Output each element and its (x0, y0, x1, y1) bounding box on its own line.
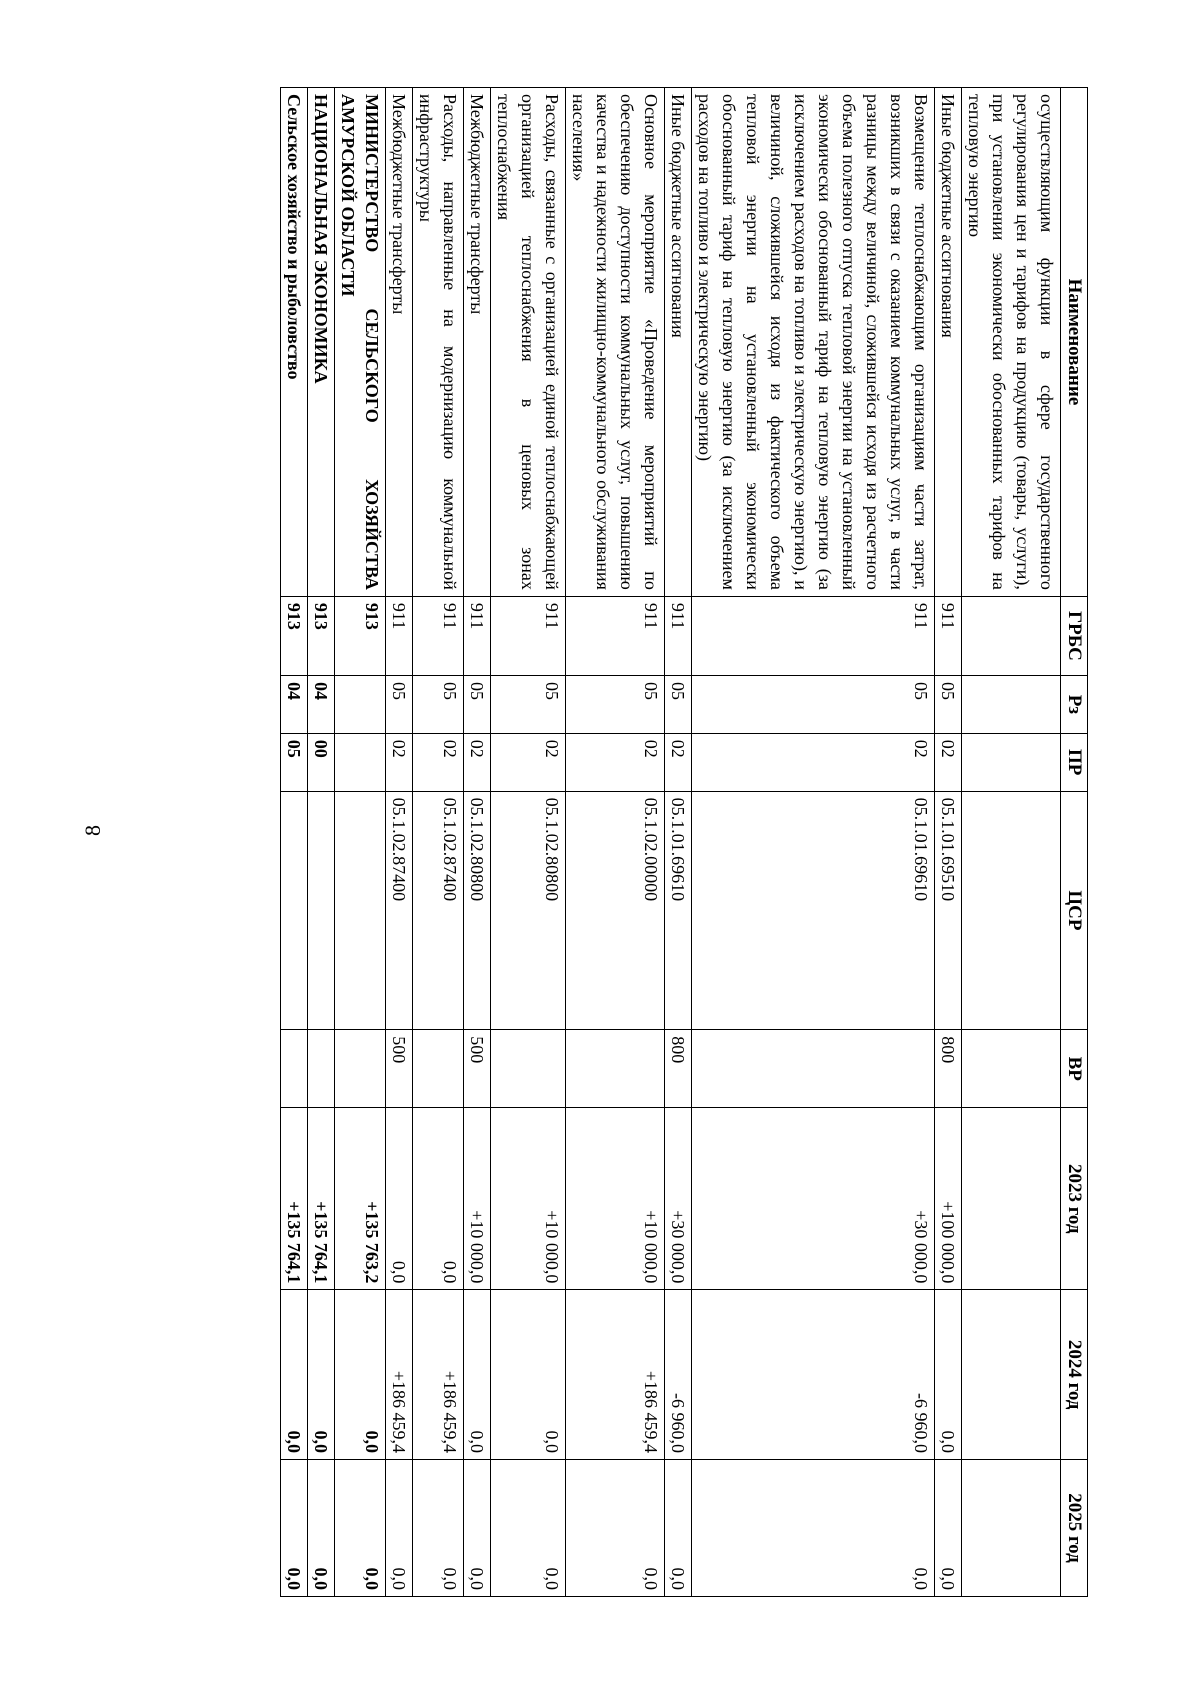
cell-2023: 0,0 (386, 1108, 413, 1290)
cell-pr: 00 (308, 733, 335, 791)
cell-rz: 05 (665, 676, 692, 734)
page-number: 8 (80, 825, 105, 836)
cell-2025: 0,0 (935, 1459, 962, 1596)
cell-pr (335, 733, 386, 791)
budget-table-sheet (183, 87, 1088, 1597)
cell-rz: 05 (386, 676, 413, 734)
header-vr: ВР (1061, 1030, 1088, 1108)
cell-vr (335, 1030, 386, 1108)
cell-2024 (962, 1290, 1061, 1460)
cell-vr (281, 1030, 308, 1108)
table-row (413, 88, 464, 1597)
cell-rz: 04 (308, 676, 335, 734)
cell-grbs: 911 (491, 596, 566, 675)
cell-2023: +135 764,1 (281, 1108, 308, 1290)
cell-grbs: 913 (335, 596, 386, 675)
table-row (962, 88, 1061, 1597)
table-row (491, 88, 566, 1597)
cell-grbs (962, 596, 1061, 675)
cell-csr: 05.1.01.69510 (935, 791, 962, 1030)
cell-csr: 05.1.01.69610 (692, 791, 935, 1030)
cell-rz: 04 (281, 676, 308, 734)
cell-2023: +135 763,2 (335, 1108, 386, 1290)
table-body (281, 88, 1061, 1597)
cell-csr: 05.1.01.69610 (665, 791, 692, 1030)
table-row (692, 88, 935, 1597)
cell-rz: 05 (935, 676, 962, 734)
cell-2024: +186 459,4 (566, 1290, 665, 1460)
cell-vr (491, 1030, 566, 1108)
cell-2025: 0,0 (413, 1459, 464, 1596)
cell-vr: 800 (935, 1030, 962, 1108)
cell-name: Межбюджетные трансферты (464, 88, 491, 597)
header-2025: 2025 год (1061, 1459, 1088, 1596)
cell-2023: +10 000,0 (491, 1108, 566, 1290)
cell-name: Основное мероприятие «Проведение мероприятий по обеспечению доступности коммунальных услуг, повышению качества и надежности жилищно-коммунального обслуживания населения» (566, 88, 665, 597)
cell-pr: 02 (491, 733, 566, 791)
cell-pr: 05 (281, 733, 308, 791)
cell-pr: 02 (935, 733, 962, 791)
cell-vr: 500 (464, 1030, 491, 1108)
cell-rz: 05 (464, 676, 491, 734)
cell-name: Сельское хозяйство и рыболовство (281, 88, 308, 597)
table-row (665, 88, 692, 1597)
header-csr: ЦСР (1061, 791, 1088, 1030)
cell-grbs: 911 (665, 596, 692, 675)
cell-name: МИНИСТЕРСТВО СЕЛЬСКОГО ХОЗЯЙСТВА АМУРСКОЙ ОБЛАСТИ (335, 88, 386, 597)
cell-2024: -6 960,0 (665, 1290, 692, 1460)
cell-2025: 0,0 (281, 1459, 308, 1596)
cell-csr: 05.1.02.87400 (386, 791, 413, 1030)
table-row (281, 88, 308, 1597)
cell-2024: +186 459,4 (413, 1290, 464, 1460)
cell-pr (962, 733, 1061, 791)
cell-name: Межбюджетные трансферты (386, 88, 413, 597)
cell-pr: 02 (665, 733, 692, 791)
cell-rz (335, 676, 386, 734)
cell-2024: 0,0 (335, 1290, 386, 1460)
cell-2025: 0,0 (308, 1459, 335, 1596)
cell-vr (566, 1030, 665, 1108)
cell-csr: 05.1.02.87400 (413, 791, 464, 1030)
cell-2024: +186 459,4 (386, 1290, 413, 1460)
cell-grbs: 911 (386, 596, 413, 675)
cell-vr (308, 1030, 335, 1108)
cell-2025: 0,0 (566, 1459, 665, 1596)
header-grbs: ГРБС (1061, 596, 1088, 675)
cell-2023: +10 000,0 (566, 1108, 665, 1290)
cell-pr: 02 (413, 733, 464, 791)
cell-2025 (962, 1459, 1061, 1596)
cell-grbs: 913 (308, 596, 335, 675)
table-row (464, 88, 491, 1597)
cell-pr: 02 (692, 733, 935, 791)
cell-name: Расходы, связанные с организацией единой теплоснабжающей организацией теплоснабжения в ценовых зонах теплоснабжения (491, 88, 566, 597)
cell-2024: 0,0 (935, 1290, 962, 1460)
cell-rz: 05 (491, 676, 566, 734)
cell-rz (962, 676, 1061, 734)
cell-rz: 05 (413, 676, 464, 734)
cell-rz: 05 (566, 676, 665, 734)
cell-rz: 05 (692, 676, 935, 734)
cell-csr (335, 791, 386, 1030)
cell-vr (413, 1030, 464, 1108)
cell-2023: 0,0 (413, 1108, 464, 1290)
cell-2023: +100 000,0 (935, 1108, 962, 1290)
cell-vr: 800 (665, 1030, 692, 1108)
cell-2025: 0,0 (386, 1459, 413, 1596)
header-2024: 2024 год (1061, 1290, 1088, 1460)
cell-csr (308, 791, 335, 1030)
table-row (566, 88, 665, 1597)
cell-csr: 05.1.02.80800 (491, 791, 566, 1030)
cell-2024: 0,0 (491, 1290, 566, 1460)
header-rz: Рз (1061, 676, 1088, 734)
cell-2023: +30 000,0 (692, 1108, 935, 1290)
cell-vr: 500 (386, 1030, 413, 1108)
header-name: Наименование (1061, 88, 1088, 597)
cell-vr (692, 1030, 935, 1108)
cell-name: Иные бюджетные ассигнования (935, 88, 962, 597)
cell-vr (962, 1030, 1061, 1108)
cell-2025: 0,0 (335, 1459, 386, 1596)
cell-2024: 0,0 (464, 1290, 491, 1460)
cell-2023: +135 764,1 (308, 1108, 335, 1290)
cell-csr: 05.1.02.80800 (464, 791, 491, 1030)
cell-grbs: 913 (281, 596, 308, 675)
cell-pr: 02 (464, 733, 491, 791)
cell-2024: -6 960,0 (692, 1290, 935, 1460)
cell-2024: 0,0 (281, 1290, 308, 1460)
cell-csr (962, 791, 1061, 1030)
cell-grbs: 911 (692, 596, 935, 675)
cell-2023 (962, 1108, 1061, 1290)
cell-2025: 0,0 (464, 1459, 491, 1596)
cell-name: Расходы, направленные на модернизацию коммунальной инфраструктуры (413, 88, 464, 597)
cell-name: НАЦИОНАЛЬНАЯ ЭКОНОМИКА (308, 88, 335, 597)
header-pr: ПР (1061, 733, 1088, 791)
cell-pr: 02 (566, 733, 665, 791)
header-2023: 2023 год (1061, 1108, 1088, 1290)
cell-grbs: 911 (566, 596, 665, 675)
table-row (386, 88, 413, 1597)
table-row (335, 88, 386, 1597)
cell-grbs: 911 (464, 596, 491, 675)
cell-csr: 05.1.02.00000 (566, 791, 665, 1030)
cell-2025: 0,0 (692, 1459, 935, 1596)
cell-2024: 0,0 (308, 1290, 335, 1460)
cell-name: Иные бюджетные ассигнования (665, 88, 692, 597)
cell-2025: 0,0 (665, 1459, 692, 1596)
cell-csr (281, 791, 308, 1030)
cell-grbs: 911 (935, 596, 962, 675)
cell-2023: +30 000,0 (665, 1108, 692, 1290)
cell-grbs: 911 (413, 596, 464, 675)
cell-pr: 02 (386, 733, 413, 791)
cell-name: осуществляющим функции в сфере государственного регулирования цен и тарифов на продукцию (товары, услуги), при установлении экономически обоснованных тарифов на тепловую энергию (962, 88, 1061, 597)
budget-table (280, 87, 1088, 1597)
cell-2023: +10 000,0 (464, 1108, 491, 1290)
cell-name: Возмещение теплоснабжающим организациям части затрат, возникших в связи с оказанием коммунальных услуг, в части разницы между величиной, сложившейся исходя из расчетного объема полезного отпуска тепловой энергии на установленный экономически обоснованный тариф на тепловую энергию (за исключением расходов на топливо и электрическую энергию), и величиной, сложившейся исходя из фактического объема тепловой энергии на установленный экономически обоснованный тариф на тепловую энергию (за исключением расходов на топливо и электрическую энергию) (692, 88, 935, 597)
table-row (935, 88, 962, 1597)
cell-2025: 0,0 (491, 1459, 566, 1596)
table-header-row (1061, 88, 1088, 1597)
table-row (308, 88, 335, 1597)
